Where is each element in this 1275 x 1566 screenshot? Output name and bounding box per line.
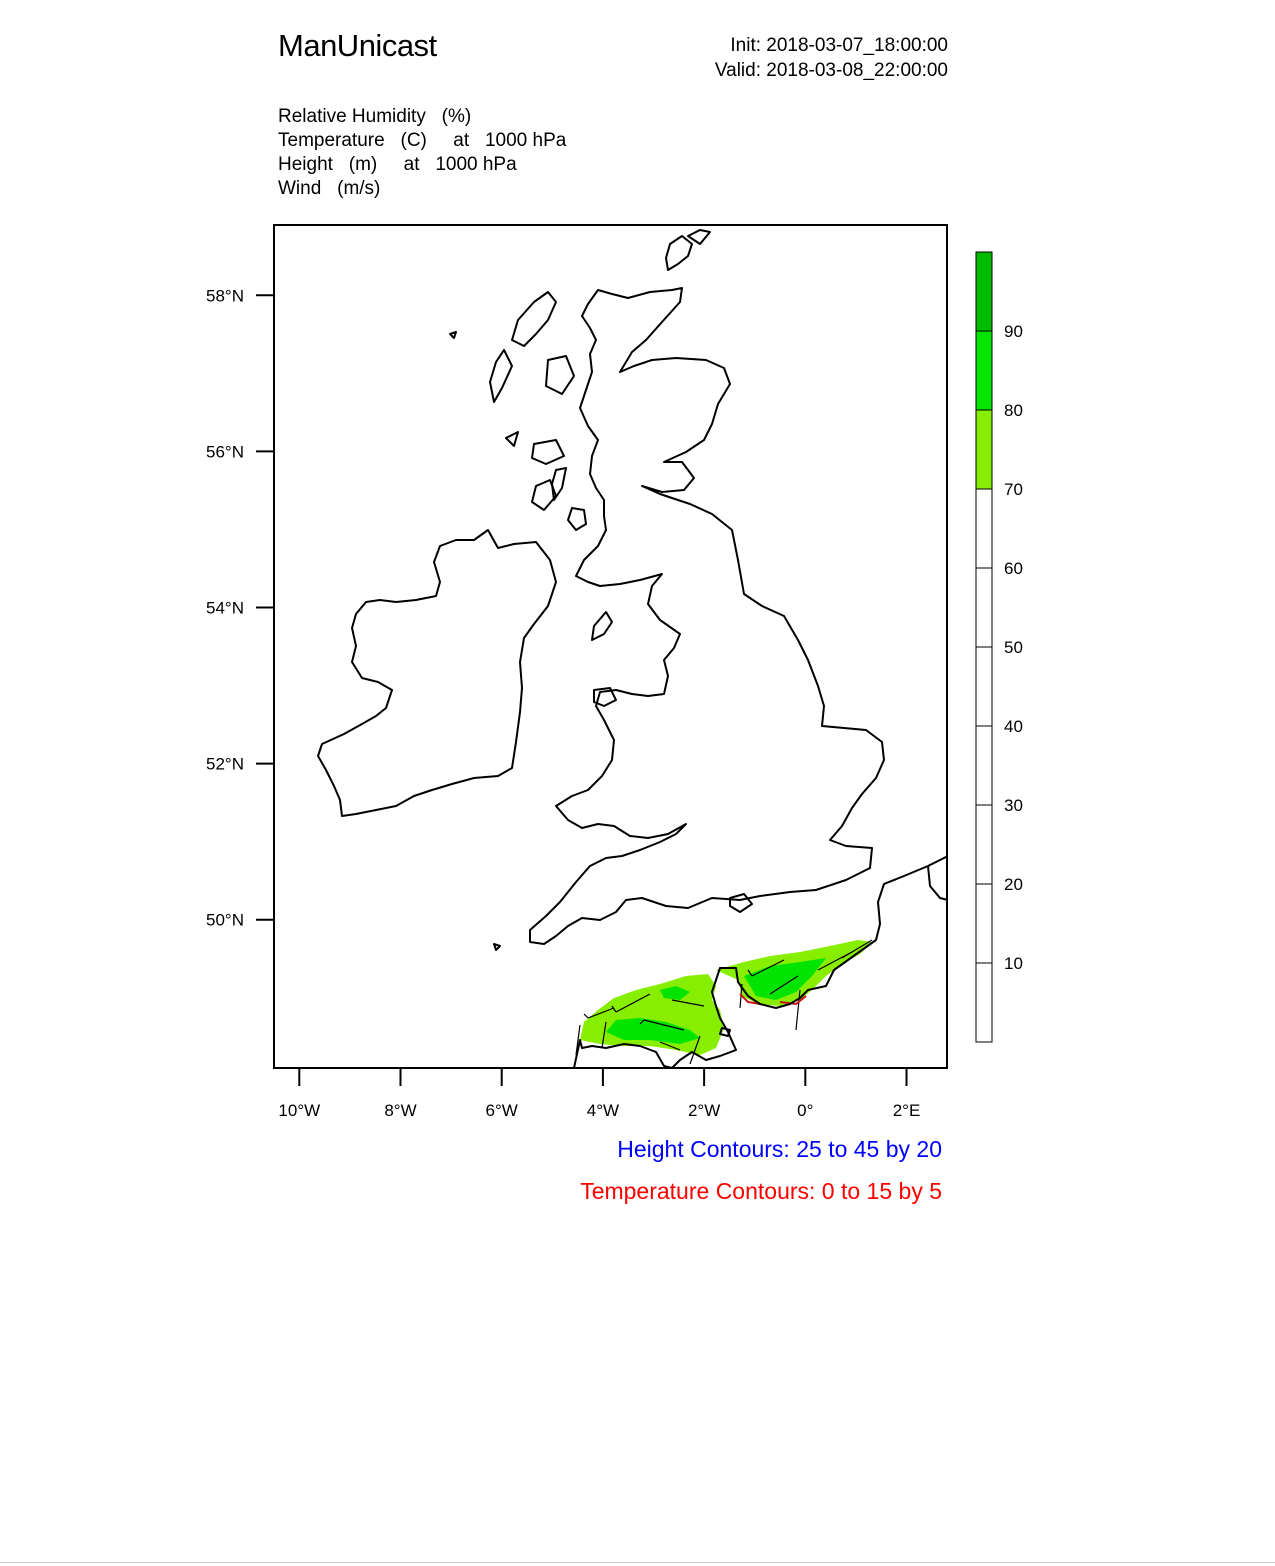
lat-tick-label: 50°N (206, 910, 244, 930)
coast-scilly (494, 944, 500, 950)
coast-small-isle (450, 332, 456, 338)
colorbar-bin (976, 331, 992, 410)
coast-jura (552, 468, 566, 500)
colorbar-label: 50 (1004, 638, 1023, 657)
lon-tick-label: 8°W (384, 1101, 417, 1120)
lon-tick-label: 2°E (892, 1101, 921, 1120)
colorbar-bin (976, 963, 992, 1042)
colorbar-label: 80 (1004, 401, 1023, 420)
field-relative-humidity: Relative Humidity (%) (278, 106, 472, 127)
init-time: Init: 2018-03-07_18:00:00 (730, 35, 948, 56)
coast-great-britain (530, 288, 884, 944)
colorbar-bin (976, 647, 992, 726)
humidity-area-west (580, 974, 724, 1055)
lon-tick-label: 2°W (687, 1101, 721, 1120)
lon-tick-label: 10°W (278, 1101, 321, 1120)
humidity-colorbar (976, 252, 1023, 1042)
lat-tick-label: 56°N (206, 442, 244, 462)
lon-tick-label: 4°W (586, 1101, 620, 1120)
lat-tick-label: 58°N (206, 286, 244, 306)
colorbar-bin (976, 805, 992, 884)
lon-tick-label: 0° (797, 1101, 814, 1120)
colorbar-bin (976, 726, 992, 805)
colorbar-label: 10 (1004, 954, 1023, 973)
valid-time: Valid: 2018-03-08_22:00:00 (714, 60, 948, 81)
coast-ireland (318, 530, 556, 816)
bottom-divider (0, 1562, 1275, 1563)
colorbar-bin (976, 489, 992, 568)
colorbar-label: 30 (1004, 796, 1023, 815)
coast-tiree (506, 432, 518, 446)
chart-title: ManUnicast (278, 28, 437, 63)
coast-isle-of-man (592, 612, 612, 640)
coast-uist (490, 350, 512, 402)
lat-tick-label: 54°N (206, 598, 244, 618)
colorbar-bin (976, 252, 992, 331)
colorbar-label: 60 (1004, 559, 1023, 578)
field-temperature: Temperature (C) at 1000 hPa (278, 130, 567, 151)
field-wind: Wind (m/s) (278, 178, 381, 199)
height-contour-note: Height Contours: 25 to 45 by 20 (617, 1136, 942, 1162)
colorbar-label: 70 (1004, 480, 1023, 499)
longitude-ticks (278, 1068, 920, 1120)
coast-orkney (666, 236, 692, 270)
colorbar-label: 40 (1004, 717, 1023, 736)
colorbar-label: 90 (1004, 322, 1023, 341)
coast-lewis (512, 292, 556, 346)
coast-arran (568, 508, 586, 530)
coast-shetland (688, 230, 710, 244)
colorbar-bin (976, 568, 992, 647)
coast-mull (532, 440, 564, 464)
coast-isle-of-wight (730, 894, 752, 912)
latitude-ticks (206, 286, 274, 929)
colorbar-bin (976, 884, 992, 963)
lon-tick-label: 6°W (485, 1101, 518, 1120)
lat-tick-label: 52°N (206, 754, 244, 774)
colorbar-label: 20 (1004, 875, 1023, 894)
field-height: Height (m) at 1000 hPa (278, 154, 517, 175)
map-frame (274, 225, 947, 1068)
colorbar-bin (976, 410, 992, 489)
coast-skye (546, 356, 574, 394)
coast-jersey (720, 1028, 730, 1036)
humidity-shading (580, 940, 872, 1055)
temperature-contour-note: Temperature Contours: 0 to 15 by 5 (580, 1178, 942, 1204)
